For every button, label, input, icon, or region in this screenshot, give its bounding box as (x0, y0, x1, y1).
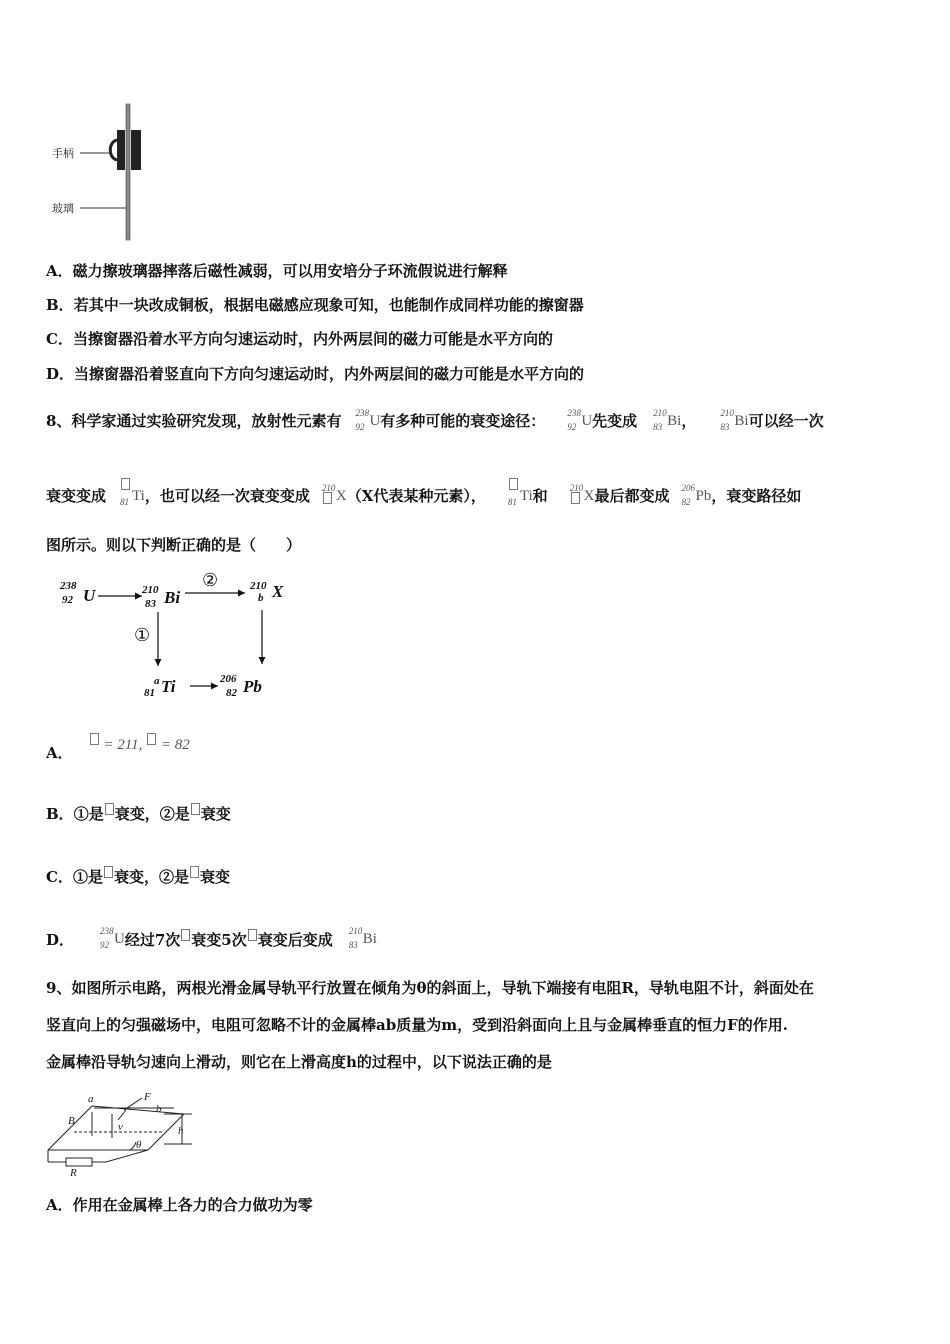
svg-text:a: a (154, 675, 160, 687)
q8-option-c: C．①是 衰变，②是 衰变 (46, 868, 230, 886)
q8-option-a: A． = 211, = 82 (46, 742, 190, 764)
top-edge (92, 1106, 184, 1114)
nuclide-bi-2: 210 83 Bi (720, 408, 749, 432)
nuclide-ti: 81 Ti (120, 486, 145, 506)
svg-text:θ: θ (136, 1139, 142, 1151)
q9-stem-line-3: 金属棒沿导轨匀速向上滑动，则它在上滑高度h的过程中，以下说法正确的是 (46, 1053, 552, 1071)
handle-shape (110, 140, 117, 160)
svg-text:X: X (272, 582, 284, 601)
svg-text:F: F (144, 1091, 151, 1103)
svg-text:R: R (70, 1167, 77, 1178)
q7-option-c: C．当擦窗器沿着水平方向匀速运动时，内外两层间的磁力可能是水平方向的 (46, 330, 553, 348)
nuclide-x: 210 X (321, 483, 347, 504)
q9-stem-line-2: 竖直向上的匀强磁场中，电阻可忽略不计的金属棒ab质量为m，受到沿斜面向上且与金属棒垂直的恒力F的作用. (46, 1016, 788, 1034)
q8-stem-line-1: 8、科学家通过实验研究发现，放射性元素有 238 92 U有多种可能的衰变途径： 238 92 U先变成 210 83 Bi， 210 83 Bi可以经一次 (46, 408, 824, 432)
nuclide-bi-3: 210 83 Bi (348, 926, 377, 950)
bottom-lead-3 (106, 1150, 148, 1162)
svg-text:210: 210 (250, 580, 267, 592)
svg-text:a: a (88, 1093, 94, 1105)
q8-stem-line-3: 图所示。则以下判断正确的是（ ） (46, 536, 302, 554)
svg-text:h: h (178, 1125, 184, 1137)
svg-text:92: 92 (62, 594, 73, 606)
nuclide-u-3: 238 92 U (100, 926, 125, 950)
svg-text:238: 238 (60, 580, 77, 592)
nuclide-ti-2: 81 Ti (508, 486, 533, 506)
svg-text:Bi: Bi (164, 588, 181, 607)
svg-text:81: 81 (144, 687, 155, 699)
q8-option-d: D． 238 92 U经过7次 衰变5次 衰变后变成 210 83 Bi (46, 926, 377, 950)
nuclide-u: 238 92 U (355, 408, 381, 432)
q7-option-d: D．当擦窗器沿着竖直向下方向匀速运动时，内外两层间的磁力可能是水平方向的 (46, 365, 585, 383)
svg-text:82: 82 (226, 687, 237, 699)
svg-text:b: b (258, 592, 264, 604)
nuclide-u-2: 238 92 U (567, 408, 593, 432)
nuclide-bi: 210 83 Bi (653, 408, 682, 432)
q9-option-a: A．作用在金属棒上各力的合力做功为零 (46, 1196, 313, 1214)
glass-pane (126, 104, 130, 240)
svg-text:Pb: Pb (243, 677, 262, 696)
svg-text:v: v (118, 1121, 123, 1133)
velocity-arrow (118, 1110, 126, 1120)
step-1-label: ① (134, 625, 151, 645)
q7-option-b: B．若其中一块改成铜板，根据电磁感应现象可知，也能制作成同样功能的擦窗器 (46, 296, 584, 314)
decay-path-diagram (50, 568, 300, 708)
window-cleaner-figure (40, 96, 180, 246)
nuclide-pb: 206 82 Pb (681, 483, 712, 507)
inclined-rail-figure (44, 1088, 204, 1178)
q8-option-b: B．①是 衰变，②是 衰变 (46, 805, 231, 823)
q9-stem-line-1: 9、如图所示电路，两根光滑金属导轨平行放置在倾角为θ的斜面上，导轨下端接有电阻R，导轨电阻不计，斜面处在 (46, 979, 814, 997)
nuclide-x-2: 210 X (569, 483, 595, 504)
svg-text:206: 206 (220, 673, 237, 685)
left-rail (48, 1106, 92, 1150)
svg-text:210: 210 (142, 584, 159, 596)
inner-layer (117, 130, 125, 170)
glass-label: 玻璃 (52, 203, 74, 215)
svg-text:83: 83 (145, 598, 156, 610)
q7-option-a: A．磁力擦玻璃器摔落后磁性减弱，可以用安培分子环流假说进行解释 (46, 262, 508, 280)
resistor (66, 1158, 92, 1166)
step-2-label: ② (202, 570, 219, 590)
svg-text:b: b (156, 1103, 162, 1115)
outer-layer (131, 130, 141, 170)
svg-text:B: B (68, 1115, 75, 1127)
svg-text:U: U (83, 586, 96, 605)
svg-text:Ti: Ti (161, 677, 176, 696)
handle-label: 手柄 (52, 148, 74, 160)
q8-stem-line-2: 衰变变成 81 Ti，也可以经一次衰变变成 210 X（X代表某种元素）， 81 Ti和 210 X最后都变成 206 82 Pb，衰变路径如 (46, 486, 801, 506)
